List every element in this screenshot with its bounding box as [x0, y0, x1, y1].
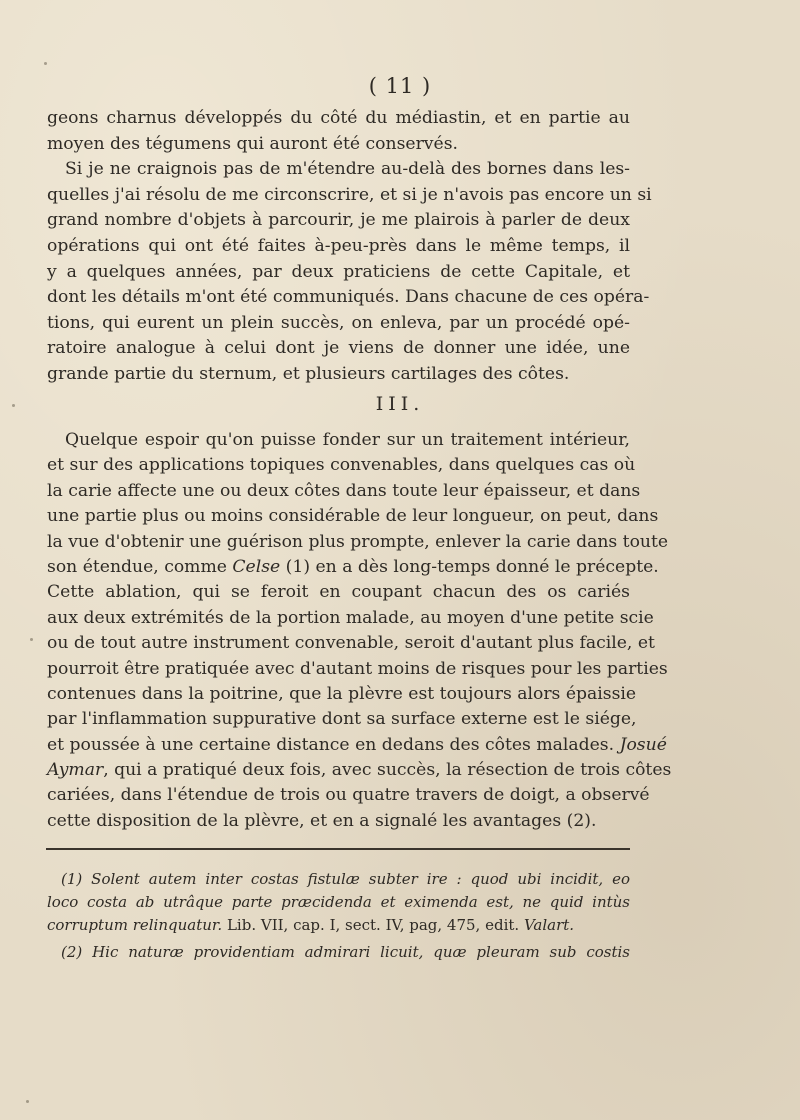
paper-speck: [30, 638, 33, 641]
text-line: la carie affecte une ou deux côtes dans toute leur épaisseur, et dans: [47, 480, 641, 501]
footnote-1-line: loco costa ab utrâque parte præcidenda et eximenda est, ne quid intùs: [47, 893, 630, 911]
text-line: quelles j'ai résolu de me circonscrire, et si je n'avois pas encore un si: [47, 184, 652, 205]
author-name-celse: Celse: [232, 556, 281, 577]
paper-speck: [12, 404, 15, 407]
footnote-citation: Lib. VII, cap. I, sect. IV, pag, 475, edit.: [222, 916, 524, 934]
text-line: la vue d'obtenir une guérison plus prompte, enlever la carie dans toute: [47, 531, 669, 552]
footnote-separator-rule: [46, 848, 630, 850]
text-segment: , qui a pratiqué deux fois, avec succès, la résection de trois côtes: [103, 760, 672, 781]
text-line: cariées, dans l'étendue de trois ou quatre travers de doigt, a observé: [47, 785, 650, 806]
author-name-aymar: Aymar: [47, 760, 104, 781]
text-line: contenues dans la poitrine, que la plèvre est toujours alors épaissie: [47, 683, 637, 704]
text-line: dont les détails m'ont été communiqués. Dans chacune de ces opéra-: [47, 287, 650, 308]
text-line: Si je ne craignois pas de m'étendre au-delà des bornes dans les-: [65, 159, 630, 180]
author-name-josue: Josué: [619, 734, 667, 755]
text-segment: son étendue, comme: [47, 556, 233, 577]
text-line-aymar: [47, 758, 672, 783]
footnote-segment: corruptum relinquatur.: [47, 916, 223, 934]
paper-speck: [26, 1100, 29, 1103]
text-segment: et poussée à une certaine distance en dedans des côtes malades.: [47, 734, 620, 755]
text-line: grand nombre d'objets à parcourir, je me plairois à parler de deux: [47, 210, 630, 231]
footnote-editor: Valart.: [523, 916, 575, 934]
text-line: Quelque espoir qu'on puisse fonder sur un traitement intérieur,: [65, 430, 630, 450]
text-line: ou de tout autre instrument convenable, seroit d'autant plus facile, et: [47, 633, 655, 654]
text-line: et sur des applications topiques convenables, dans quelques cas où: [47, 455, 636, 476]
paper-speck: [44, 62, 47, 65]
text-line: pourroit être pratiquée avec d'autant moins de risques pour les parties: [47, 658, 668, 679]
text-line: moyen des tégumens qui auront été conservés.: [47, 133, 458, 154]
text-line: ratoire analogue à celui dont je viens de donner une idée, une: [47, 338, 630, 359]
text-line: y a quelques années, par deux praticiens de cette Capitale, et: [47, 261, 630, 282]
footnote-1-line: [47, 914, 630, 937]
section-three-text: [47, 428, 672, 834]
page-number: ( 11 ): [368, 74, 432, 98]
section-heading: III.: [375, 393, 425, 415]
text-line: tions, qui eurent un plein succès, on enleva, par un procédé opé-: [47, 312, 630, 333]
main-text-block: [47, 106, 652, 388]
text-line: une partie plus ou moins considérable de leur longueur, on peut, dans: [47, 506, 659, 527]
text-line: Cette ablation, qui se feroit en coupant chacun des os cariés: [47, 582, 630, 603]
text-line: opérations qui ont été faites à-peu-près dans le même temps, il: [47, 235, 630, 256]
text-line: par l'inflammation suppurative dont sa surface externe est le siége,: [47, 709, 637, 730]
text-line: grande partie du sternum, et plusieurs cartilages des côtes.: [47, 363, 570, 384]
footnote-2-line: (2) Hic naturæ providentiam admirari licuit, quæ pleuram sub costis: [61, 943, 630, 961]
text-segment: (1) en a dès long-temps donné le précepte.: [280, 556, 659, 577]
text-line: aux deux extrémités de la portion malade, au moyen d'une petite scie: [47, 607, 654, 628]
text-line-celse: [47, 555, 659, 580]
text-line: cette disposition de la plèvre, et en a signalé les avantages (2).: [47, 810, 597, 831]
footnotes-block: [47, 868, 630, 964]
text-line: geons charnus développés du côté du médiastin, et en partie au: [47, 108, 630, 128]
footnote-1-line: (1) Solent autem inter costas fistulæ subter ire : quod ubi incidit, eo: [61, 870, 630, 888]
text-line-josue: [47, 733, 667, 758]
